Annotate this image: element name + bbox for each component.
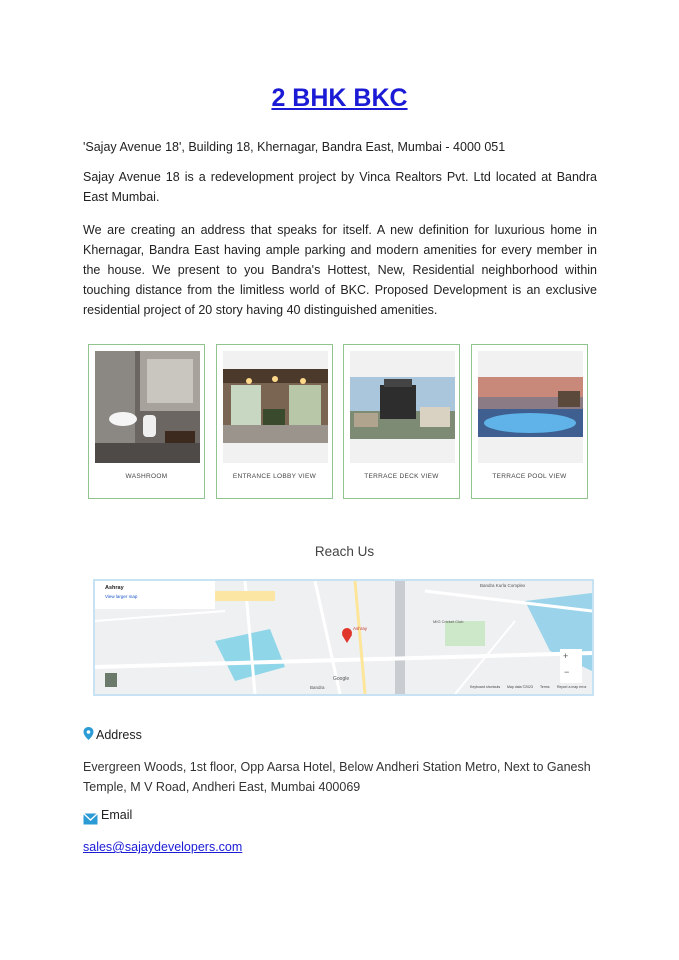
page-title[interactable]: 2 BHK BKC (271, 84, 408, 112)
terms-link[interactable]: Terms (540, 685, 550, 689)
location-pin-icon (83, 727, 94, 743)
amenity-gallery (88, 344, 590, 500)
view-larger-map-link[interactable]: View larger map (105, 594, 138, 599)
project-address: 'Sajay Avenue 18', Building 18, Khernagar, Bandra East, Mumbai - 4000 051 (83, 140, 506, 154)
zoom-in-button[interactable]: + (563, 651, 569, 661)
project-description: We are creating an address that speaks for itself. A new definition for luxurious home in Khernagar, Bandra East having ample parking and modern amenities for every member in the house. We present to you Bandra's Hottest, New, Residential neighborhood within touching distance from the limitless world of BKC. Proposed Development is an exclusive residential project of 20 story having 40 distinguished amenities. (83, 223, 597, 317)
map-place-name: Ashray (105, 585, 124, 591)
envelope-icon (83, 807, 98, 822)
google-logo: Google (333, 676, 350, 682)
gallery-card-terrace-deck[interactable] (343, 344, 460, 499)
report-map-error-link[interactable]: Report a map error (557, 685, 587, 689)
address-heading: Address (96, 728, 142, 742)
gallery-caption: ENTRANCE LOBBY VIEW (232, 473, 317, 480)
map-pin-label: Ashray (353, 626, 368, 631)
email-heading-row (83, 807, 132, 822)
map-label: MIG Cricket Club (433, 619, 464, 624)
lobby-image (223, 351, 328, 463)
gallery-card-terrace-pool[interactable] (471, 344, 588, 499)
washroom-image (95, 351, 200, 463)
gallery-card-washroom[interactable] (88, 344, 205, 499)
gallery-caption: TERRACE POOL VIEW (492, 473, 567, 480)
email-link[interactable]: sales@sajaydevelopers.com (83, 840, 243, 854)
project-intro: Sajay Avenue 18 is a redevelopment project by Vinca Realtors Pvt. Ltd located at Bandra East Mumbai. (83, 170, 597, 204)
terrace-deck-image (350, 351, 455, 463)
terrace-pool-image (478, 351, 583, 463)
office-address: Evergreen Woods, 1st floor, Opp Aarsa Hotel, Below Andheri Station Metro, Next to Ganesh Temple, M V Road, Andheri East, Mumbai 400069 (83, 760, 591, 794)
map-data-label: Map data ©2023 (507, 685, 533, 689)
map-label: Bandra (310, 685, 325, 690)
zoom-out-button[interactable]: − (564, 667, 570, 677)
reach-us-heading: Reach Us (314, 544, 375, 559)
map-label: Bandra Kurla Complex (480, 583, 526, 588)
gallery-caption: TERRACE DECK VIEW (364, 473, 439, 480)
location-map[interactable] (93, 579, 594, 696)
address-heading-row (83, 727, 142, 743)
gallery-caption: WASHROOM (125, 473, 168, 480)
gallery-card-lobby[interactable] (216, 344, 333, 499)
email-heading: Email (101, 808, 133, 822)
keyboard-shortcuts-link[interactable]: Keyboard shortcuts (470, 685, 501, 689)
